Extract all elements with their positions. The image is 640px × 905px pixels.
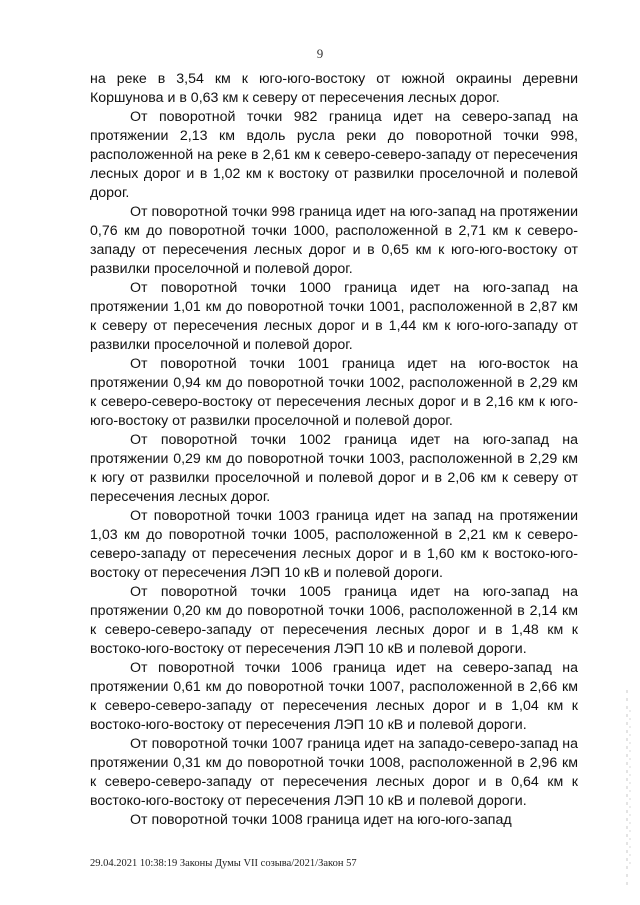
page-number: 9	[316, 46, 324, 61]
paragraph-point-1007: От поворотной точки 1007 граница идет на западо-северо-запад на протяжении 0,31 км до поворотной точки 1008, расположенной в 2,96 км к северо-северо-западу от пересечения лесных дорог и в 0,64 км к востоко-юго-востоку от пересечения ЛЭП 10 кВ и полевой дороги.	[90, 736, 578, 809]
margin-stamp-mark	[622, 690, 632, 890]
paragraph-continuation: на реке в 3,54 км к юго-юго-востоку от южной окраины деревни Коршунова и в 0,63 км к северу от пересечения лесных дорог.	[90, 71, 578, 106]
paragraph-point-1006: От поворотной точки 1006 граница идет на северо-запад на протяжении 0,61 км до поворотной точки 1007, расположенной в 2,66 км к северо-северо-западу от пересечения лесных дорог и в 1,04 км к востоко-юго-востоку от пересечения ЛЭП 10 кВ и полевой дороги.	[90, 660, 578, 733]
paragraph-point-1001: От поворотной точки 1001 граница идет на юго-восток на протяжении 0,94 км до поворотной точки 1002, расположенной в 2,29 км к северо-северо-востоку от пересечения лесных дорог и в 2,16 км к юго-юго-востоку от развилки проселочной и полевой дорог.	[90, 356, 578, 429]
paragraph-point-998: От поворотной точки 998 граница идет на юго-запад на протяжении 0,76 км до поворотной точки 1000, расположенной в 2,71 км к северо-западу от пересечения лесных дорог и в 0,65 км к юго-юго-востоку от развилки проселочной и полевой дорог.	[90, 204, 578, 277]
paragraph-point-1003: От поворотной точки 1003 граница идет на запад на протяжении 1,03 км до поворотной точки 1005, расположенной в 2,21 км к северо-северо-западу от пересечения лесных дорог и в 1,60 км к востоко-юго-востоку от пересечения ЛЭП 10 кВ и полевой дороги.	[90, 508, 578, 581]
paragraph-point-1008: От поворотной точки 1008 граница идет на юго-юго-запад	[130, 812, 512, 828]
document-footer: 29.04.2021 10:38:19 Законы Думы VII созыва/2021/Закон 57	[90, 858, 357, 869]
paragraph-point-1000: От поворотной точки 1000 граница идет на юго-запад на протяжении 1,01 км до поворотной точки 1001, расположенной в 2,87 км к северу от пересечения лесных дорог и в 1,44 км к юго-юго-западу от развилки проселочной и полевой дорог.	[90, 280, 578, 353]
paragraph-point-982: От поворотной точки 982 граница идет на северо-запад на протяжении 2,13 км вдоль русла реки до поворотной точки 998, расположенной на реке в 2,61 км к северо-северо-западу от пересечения лесных дорог и в 1,02 км к востоку от развилки проселочной и полевой дорог.	[90, 109, 578, 201]
document-body	[90, 70, 578, 830]
paragraph-point-1005: От поворотной точки 1005 граница идет на юго-запад на протяжении 0,20 км до поворотной точки 1006, расположенной в 2,14 км к северо-северо-западу от пересечения лесных дорог и в 1,48 км к востоко-юго-востоку от пересечения ЛЭП 10 кВ и полевой дороги.	[90, 584, 578, 657]
paragraph-point-1002: От поворотной точки 1002 граница идет на юго-запад на протяжении 0,29 км до поворотной точки 1003, расположенной в 2,29 км к югу от развилки проселочной и полевой дорог и в 2,06 км к северу от пересечения лесных дорог.	[90, 432, 578, 505]
